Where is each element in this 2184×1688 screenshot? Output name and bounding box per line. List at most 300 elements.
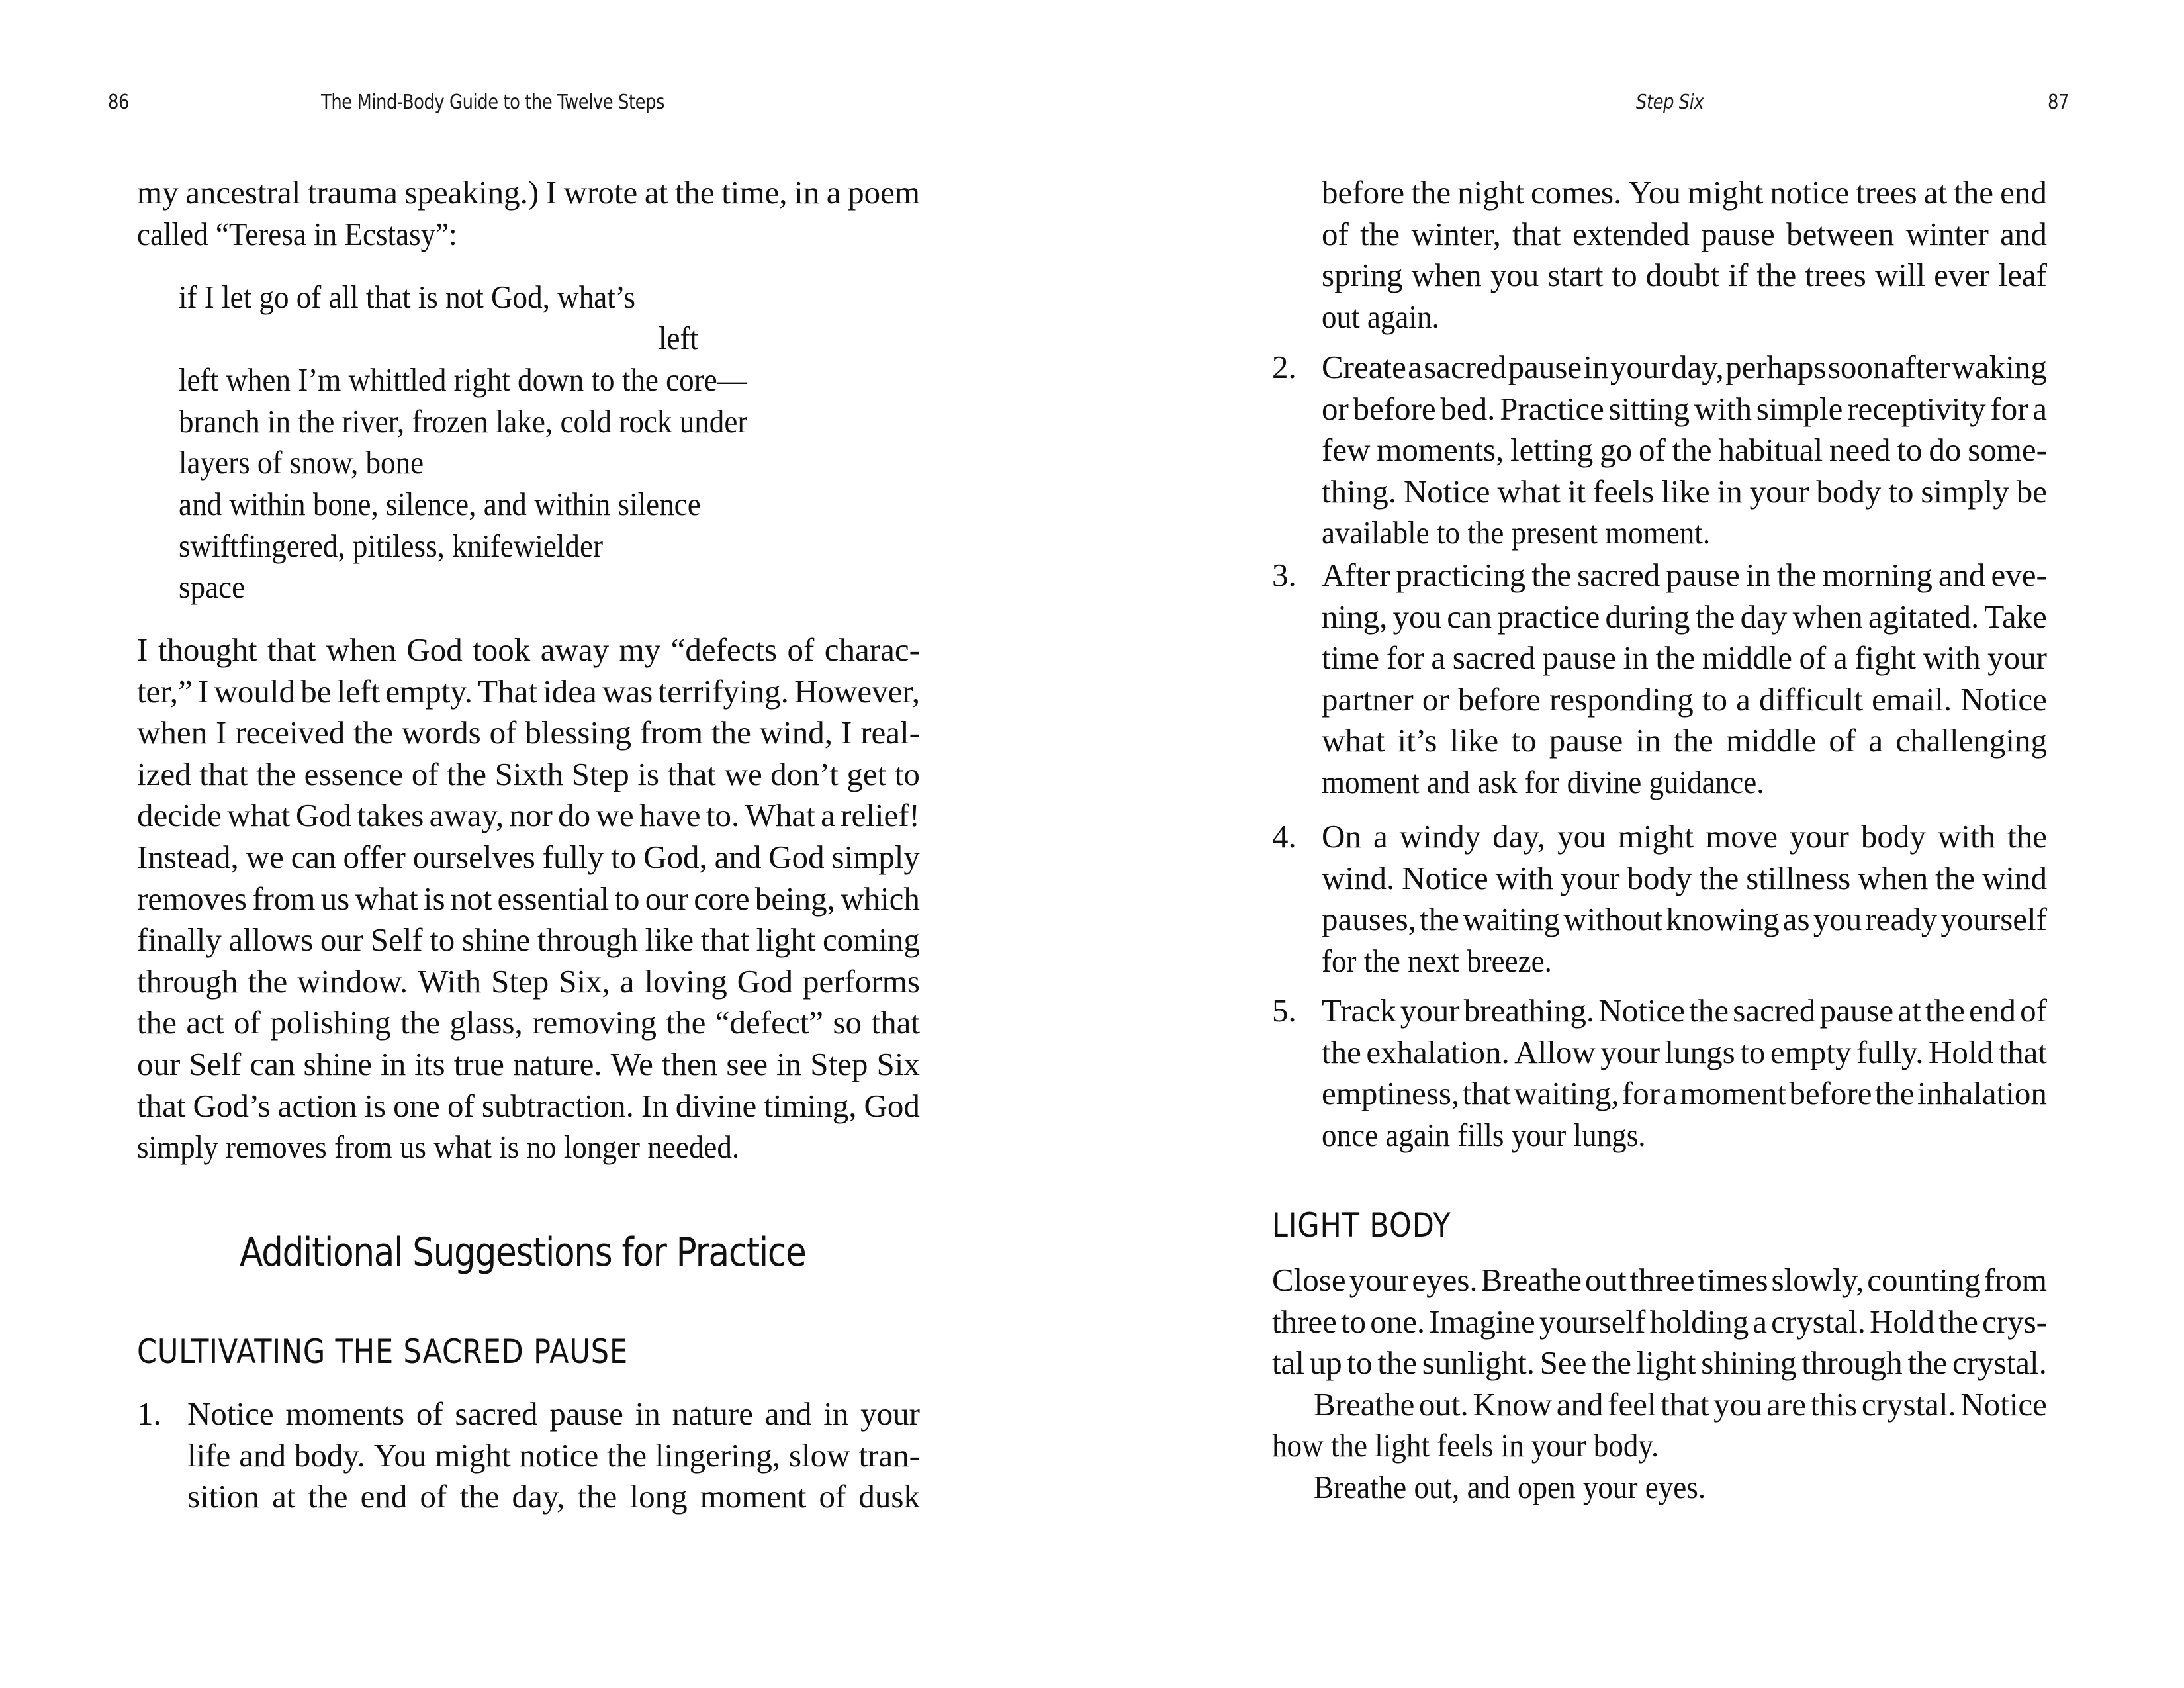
word: need — [1829, 432, 1891, 469]
text-line — [1322, 390, 2047, 427]
text-line — [1322, 559, 2047, 591]
word: habitual — [1718, 432, 1823, 469]
word: winter, — [1411, 215, 1501, 252]
word: one. — [1370, 1303, 1426, 1340]
word: would — [214, 673, 296, 710]
word: God’s — [193, 1087, 271, 1124]
word: don’t — [770, 755, 839, 792]
word: practice — [1497, 598, 1600, 635]
word: sacred — [1452, 639, 1535, 677]
word: before — [1353, 390, 1436, 427]
word: can — [250, 1046, 295, 1082]
word: that — [137, 1087, 186, 1124]
word: However, — [794, 673, 920, 710]
word: On — [1322, 818, 1361, 855]
word: simply — [831, 839, 920, 875]
word: a — [1752, 1303, 1768, 1340]
word: sacred — [1577, 557, 1661, 593]
word: when — [326, 632, 396, 668]
word: poem — [848, 174, 920, 211]
word: time, — [721, 174, 788, 211]
word: Step — [491, 962, 549, 1000]
word: dusk — [858, 1478, 920, 1515]
word: a — [2032, 390, 2047, 427]
word: act — [186, 1004, 224, 1041]
word: or — [1322, 390, 1349, 427]
word: sitting — [1608, 390, 1690, 427]
word: We — [610, 1046, 653, 1082]
word: Breathe — [1480, 1262, 1582, 1298]
word: is — [364, 1087, 387, 1124]
word: the — [1360, 215, 1400, 252]
word: what — [1322, 722, 1385, 759]
word: your — [1560, 859, 1620, 896]
text-line: how the light feels in your body. — [1272, 1427, 1659, 1464]
word: windy — [1399, 818, 1481, 855]
text-line — [1272, 1264, 2047, 1296]
running-head-chapter: Step Six — [1636, 91, 1704, 114]
word: it’s — [1397, 722, 1437, 759]
poem-line: left when I’m whittled right down to the core— — [179, 361, 747, 398]
word: exhalation. — [1366, 1033, 1510, 1070]
word: removes — [137, 880, 247, 917]
word: you — [1813, 901, 1862, 938]
word: at — [272, 1478, 296, 1515]
word: with — [1694, 390, 1752, 427]
word: our — [645, 880, 689, 917]
word: that — [667, 755, 717, 792]
page-number-right: 87 — [2048, 91, 2069, 114]
word: loving — [644, 962, 727, 1000]
word: the — [666, 1004, 706, 1041]
word: sacred — [455, 1395, 538, 1432]
word: with — [1495, 859, 1553, 896]
word: pause — [1701, 215, 1775, 252]
word: empty — [1770, 1033, 1852, 1070]
word: will — [1874, 257, 1926, 294]
word: see — [726, 1046, 768, 1082]
word: life — [187, 1437, 231, 1474]
word: day — [1740, 598, 1788, 635]
word: being, — [754, 880, 835, 917]
word: nature — [672, 1395, 753, 1432]
word: Self — [189, 1046, 242, 1082]
word: of — [1322, 215, 1349, 252]
word: of — [819, 1478, 846, 1515]
word: are — [1766, 1385, 1806, 1423]
word: trauma — [307, 174, 398, 211]
word: and — [764, 1395, 812, 1432]
word: out. — [1418, 1385, 1469, 1423]
word: charac- — [824, 632, 920, 668]
text-line — [1314, 1385, 2047, 1423]
word: decide — [137, 797, 222, 834]
word: that — [871, 1004, 920, 1041]
word: pause — [1508, 349, 1582, 385]
word: Notice — [1960, 680, 2047, 718]
word: What — [745, 797, 815, 834]
word: be — [2016, 473, 2047, 510]
word: ancestral — [185, 174, 301, 211]
list-number: 2. — [1272, 349, 1297, 385]
word: and — [714, 839, 762, 875]
word: performs — [803, 962, 920, 1000]
word: to — [430, 921, 455, 959]
text-line — [137, 1048, 920, 1080]
poem-line: if I let go of all that is not God, what’s — [179, 279, 635, 315]
word: of — [416, 1395, 443, 1432]
word: pauses, — [1322, 901, 1416, 938]
word: the — [1322, 1033, 1361, 1070]
word: thing. — [1322, 473, 1396, 510]
word: to — [1347, 1344, 1373, 1382]
word: crystal. — [1952, 1344, 2047, 1382]
word: fight — [1854, 639, 1916, 677]
text-line — [1322, 176, 2047, 209]
word: your — [860, 1395, 920, 1432]
word: can — [291, 839, 336, 875]
word: away — [540, 632, 610, 668]
word: out — [1584, 1262, 1627, 1298]
word: in — [1623, 639, 1649, 677]
word: might — [1617, 818, 1694, 855]
word: have — [639, 797, 701, 834]
word: from — [639, 714, 704, 751]
word: eyes. — [1412, 1262, 1478, 1298]
word: a — [826, 174, 841, 211]
poem-line: swiftfingered, pitiless, knifewielder — [179, 528, 603, 564]
word: ized — [137, 755, 191, 792]
word: received — [235, 714, 345, 751]
word: You — [373, 1437, 427, 1474]
word: us — [320, 880, 350, 917]
word: partner — [1322, 680, 1414, 718]
word: emptiness, — [1322, 1075, 1460, 1112]
word: extended — [1572, 215, 1690, 252]
poem-line: and within bone, silence, and within silence — [179, 486, 701, 522]
text-line — [187, 1439, 920, 1472]
word: your — [1790, 818, 1849, 855]
word: essence — [304, 755, 404, 792]
word: or — [1422, 680, 1449, 718]
word: feel — [1608, 1385, 1657, 1423]
word: to. — [705, 797, 740, 834]
word: slowly, — [1771, 1262, 1864, 1298]
word: in — [823, 1395, 849, 1432]
text-line — [1322, 724, 2047, 757]
word: nor — [509, 797, 553, 834]
word: body — [1816, 473, 1882, 510]
word: God — [406, 632, 463, 668]
word: Notice — [1403, 473, 1490, 510]
word: shine — [303, 1046, 372, 1082]
word: and — [1938, 557, 1985, 593]
list-number: 4. — [1272, 818, 1297, 855]
word: counting — [1867, 1262, 1981, 1298]
word: After — [1322, 557, 1390, 593]
word: in — [794, 174, 820, 211]
word: “defects — [670, 632, 778, 668]
word: See — [1539, 1344, 1587, 1382]
word: from — [1983, 1262, 2047, 1298]
word: Notice — [1960, 1385, 2047, 1423]
word: divine — [675, 1087, 757, 1124]
word: core — [694, 880, 750, 917]
word: the — [1954, 174, 1994, 211]
word: With — [418, 962, 482, 1000]
word: the — [137, 1004, 177, 1041]
word: God — [768, 839, 825, 875]
word: like — [1661, 473, 1710, 510]
word: three — [1272, 1303, 1337, 1340]
text-line: moment and ask for divine guidance. — [1322, 764, 1764, 800]
word: idea — [543, 673, 597, 710]
word: a — [1373, 818, 1388, 855]
word: I — [137, 632, 148, 668]
word: subtraction. — [481, 1087, 634, 1124]
word: God — [737, 962, 794, 1000]
word: ever — [1934, 257, 1990, 294]
word: body. — [294, 1437, 365, 1474]
word: go — [1600, 432, 1633, 469]
word: the — [459, 1478, 500, 1515]
word: the — [1411, 174, 1451, 211]
word: the — [1673, 722, 1713, 759]
word: the — [1699, 859, 1739, 896]
poem-line: branch in the river, frozen lake, cold rock under — [179, 403, 748, 440]
word: get — [846, 755, 887, 792]
word: of — [420, 1478, 447, 1515]
word: without — [1563, 901, 1662, 938]
word: light — [756, 921, 816, 959]
word: trees — [1805, 257, 1866, 294]
word: be — [300, 673, 332, 710]
word: is — [637, 755, 659, 792]
word: thought — [158, 632, 257, 668]
word: your — [1349, 1262, 1409, 1298]
text-line: out again. — [1322, 298, 1439, 335]
word: Close — [1272, 1262, 1346, 1298]
word: left — [336, 673, 381, 710]
word: essential — [497, 880, 610, 917]
word: night — [1457, 174, 1524, 211]
word: knowing — [1666, 901, 1780, 938]
word: day, — [1492, 818, 1546, 855]
word: in — [1635, 722, 1661, 759]
word: if — [1728, 257, 1749, 294]
word: waiting, — [1514, 1075, 1619, 1112]
word: Notice — [187, 1395, 274, 1432]
word: trees — [1856, 174, 1917, 211]
word: glass, — [449, 1004, 523, 1041]
word: that — [1462, 1075, 1512, 1112]
word: our — [137, 1046, 181, 1082]
text-line — [137, 921, 920, 959]
word: time — [1322, 639, 1380, 677]
word: between — [1786, 215, 1895, 252]
word: your — [1610, 349, 1670, 385]
subheading-sacred-pause: CULTIVATING THE SACRED PAUSE — [137, 1333, 628, 1371]
word: perhaps — [1725, 349, 1827, 385]
word: in — [635, 1395, 660, 1432]
word: the — [2007, 818, 2047, 855]
word: yourself — [1940, 901, 2047, 938]
text-line — [187, 1480, 920, 1513]
word: during — [1605, 598, 1690, 635]
word: we — [724, 755, 762, 792]
word: I — [216, 714, 227, 751]
word: Notice — [1402, 859, 1488, 896]
word: the — [256, 755, 296, 792]
word: that — [267, 632, 316, 668]
word: when — [137, 714, 208, 751]
word: the — [1874, 1075, 1915, 1112]
word: speaking.) — [404, 174, 539, 211]
word: the — [1689, 992, 1729, 1029]
word: at — [1897, 992, 1921, 1029]
word: bed. — [1440, 390, 1496, 427]
word: sition — [187, 1478, 259, 1515]
word: to — [611, 839, 637, 875]
text-line: available to the present moment. — [1322, 514, 1711, 551]
word: lingering, — [655, 1437, 781, 1474]
word: of — [233, 1004, 261, 1041]
word: receptivity — [1847, 390, 1986, 427]
word: Instead, — [137, 839, 239, 875]
word: of — [1638, 432, 1666, 469]
word: to — [1341, 1303, 1367, 1340]
word: ter,” — [137, 673, 193, 710]
word: the — [674, 174, 715, 211]
word: some- — [1968, 432, 2047, 469]
word: of — [489, 714, 517, 751]
word: Allow — [1514, 1033, 1596, 1070]
text-line — [137, 755, 920, 792]
word: so — [833, 1004, 862, 1041]
word: after — [1890, 349, 1950, 385]
word: you — [1557, 818, 1606, 855]
word: Take — [1984, 598, 2047, 635]
word: You — [1628, 174, 1681, 211]
word: might — [1687, 174, 1764, 211]
word: in — [1745, 557, 1771, 593]
word: Notice — [1598, 992, 1685, 1029]
word: in — [776, 1046, 802, 1082]
word: of — [447, 1087, 475, 1124]
word: of — [1799, 639, 1827, 677]
word: sacred — [1424, 349, 1507, 385]
word: before — [1322, 174, 1405, 211]
word: that — [1661, 1385, 1709, 1423]
text-line — [1322, 901, 2047, 938]
word: wind — [1981, 859, 2047, 896]
word: a — [1868, 722, 1884, 759]
word: you — [1713, 1385, 1762, 1423]
word: that — [1512, 215, 1561, 252]
text-line — [137, 841, 920, 873]
word: was — [602, 673, 653, 710]
word: “defect” — [715, 1004, 823, 1041]
word: in — [1717, 473, 1743, 510]
word: crystal. — [1861, 1385, 1956, 1423]
word: with — [1923, 639, 1981, 677]
word: a — [821, 797, 835, 834]
word: inhalation — [1917, 1075, 2047, 1112]
word: to — [894, 755, 920, 792]
word: a — [1736, 680, 1751, 718]
word: crys- — [1982, 1303, 2047, 1340]
text-line — [137, 675, 920, 708]
text-line — [1322, 639, 2047, 677]
word: for — [1386, 639, 1424, 677]
word: shine — [461, 921, 531, 959]
text-line — [137, 1087, 920, 1124]
word: terrifying. — [658, 673, 789, 710]
word: empty. — [385, 673, 473, 710]
word: then — [661, 1046, 718, 1082]
word: Six — [876, 1046, 920, 1082]
subheading-light-body: LIGHT BODY — [1272, 1206, 1451, 1244]
word: your — [1987, 639, 2047, 677]
word: a — [1408, 349, 1422, 385]
word: morning — [1822, 557, 1933, 593]
word: a — [1662, 1075, 1678, 1112]
word: sunlight. — [1422, 1344, 1535, 1382]
word: takes — [357, 797, 424, 834]
word: Sixth — [494, 755, 564, 792]
word: our — [320, 921, 364, 959]
word: might — [435, 1437, 511, 1474]
word: Know — [1473, 1385, 1553, 1423]
word: blessing — [525, 714, 631, 751]
word: of — [2020, 992, 2047, 1029]
word: to — [1740, 1033, 1766, 1070]
word: took — [473, 632, 531, 668]
word: pause — [1549, 722, 1623, 759]
word: we — [596, 797, 634, 834]
word: your — [1400, 992, 1460, 1029]
word: when — [1411, 257, 1482, 294]
word: and — [2000, 215, 2047, 252]
word: from — [252, 880, 316, 917]
word: to — [1897, 432, 1923, 469]
word: I — [841, 714, 852, 751]
text-line — [1322, 994, 2047, 1027]
word: winter — [1905, 215, 1989, 252]
word: one — [393, 1087, 440, 1124]
word: difficult — [1759, 680, 1863, 718]
word: for — [1621, 1075, 1661, 1112]
word: as — [1782, 901, 1810, 938]
poem-line: layers of snow, bone — [179, 444, 424, 481]
word: you — [1392, 598, 1442, 635]
word: day, — [1670, 349, 1724, 385]
word: nature. — [512, 1046, 602, 1082]
word: the — [711, 714, 751, 751]
word: yourself — [1539, 1303, 1646, 1340]
word: polishing — [270, 1004, 391, 1041]
poem-line: space — [179, 569, 246, 605]
word: removing — [532, 1004, 657, 1041]
word: waking — [1951, 349, 2047, 385]
word: a — [619, 962, 635, 1000]
word: before — [1457, 680, 1541, 718]
word: simple — [1756, 390, 1843, 427]
word: words — [401, 714, 481, 751]
text-line — [1322, 215, 2047, 252]
text-line: called “Teresa in Ecstasy”: — [137, 216, 457, 252]
word: allows — [228, 921, 314, 959]
